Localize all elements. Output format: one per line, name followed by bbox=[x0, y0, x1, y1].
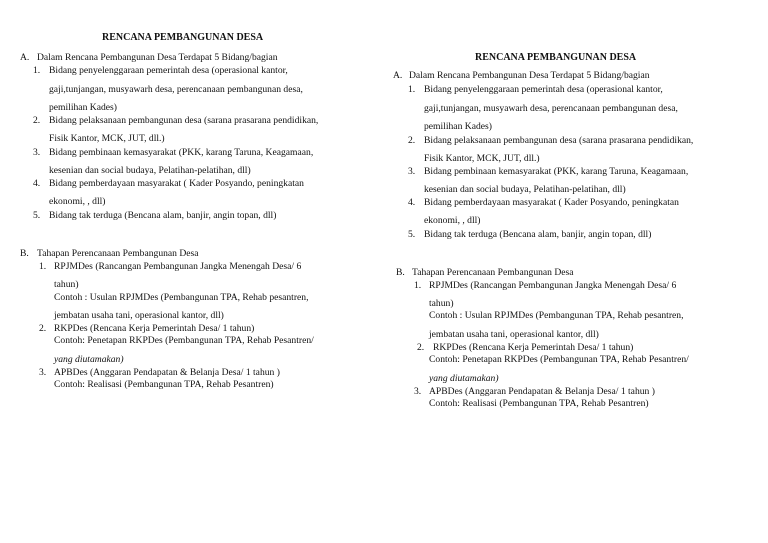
example-text: jembatan usaha tani, operasional kantor, dll) bbox=[54, 310, 224, 321]
doc-title: RENCANA PEMBANGUNAN DESA bbox=[102, 32, 264, 43]
example-text: yang diutamakan) bbox=[429, 373, 499, 384]
section-a-label: A. bbox=[393, 70, 403, 81]
list-item-number: 3. bbox=[408, 166, 416, 177]
example-text: Contoh: Realisasi (Pembangunan TPA, Rehab Pesantren) bbox=[54, 379, 274, 390]
list-item-text: pemilihan Kades) bbox=[424, 121, 492, 132]
list-item-text: RKPDes (Rencana Kerja Pemerintah Desa/ 1 tahun) bbox=[433, 342, 634, 353]
list-item-number: 3. bbox=[33, 147, 41, 158]
list-item-number: 1. bbox=[39, 261, 47, 272]
list-item-number: 2. bbox=[33, 115, 41, 126]
list-item-number: 1. bbox=[414, 280, 422, 291]
list-item-text: Bidang tak terduga (Bencana alam, banjir, angin topan, dll) bbox=[424, 229, 652, 240]
list-item-text: APBDes (Anggaran Pendapatan & Belanja Desa/ 1 tahun ) bbox=[54, 367, 280, 378]
list-item-number: 2. bbox=[39, 323, 47, 334]
example-text: Contoh: Penetapan RKPDes (Pembangunan TPA, Rehab Pesantren/ bbox=[54, 335, 314, 346]
list-item-text: tahun) bbox=[54, 279, 79, 290]
list-item-text: RPJMDes (Rancangan Pembangunan Jangka Menengah Desa/ 6 bbox=[54, 261, 302, 272]
list-item-text: APBDes (Anggaran Pendapatan & Belanja Desa/ 1 tahun ) bbox=[429, 386, 655, 397]
list-item-text: Bidang pemberdayaan masyarakat ( Kader Posyando, peningkatan bbox=[424, 197, 679, 208]
list-item-number: 3. bbox=[414, 386, 422, 397]
list-item-text: Bidang pemberdayaan masyarakat ( Kader Posyando, peningkatan bbox=[49, 178, 304, 189]
list-item-text: gaji,tunjangan, musyawarh desa, perencanaan pembangunan desa, bbox=[424, 103, 678, 114]
list-item-text: Fisik Kantor, MCK, JUT, dll.) bbox=[49, 133, 165, 144]
list-item-text: RPJMDes (Rancangan Pembangunan Jangka Menengah Desa/ 6 bbox=[429, 280, 677, 291]
example-text: yang diutamakan) bbox=[54, 354, 124, 365]
section-b-label: B. bbox=[396, 267, 405, 278]
example-text: jembatan usaha tani, operasional kantor, dll) bbox=[429, 329, 599, 340]
list-item-text: RKPDes (Rencana Kerja Pemerintah Desa/ 1 tahun) bbox=[54, 323, 255, 334]
list-item-text: Bidang pelaksanaan pembangunan desa (sarana prasarana pendidikan, bbox=[49, 115, 319, 126]
list-item-text: kesenian dan social budaya, Pelatihan-pelatihan, dll) bbox=[424, 184, 626, 195]
section-b-heading: Tahapan Perencanaan Pembangunan Desa bbox=[37, 248, 199, 259]
list-item-text: Bidang pelaksanaan pembangunan desa (sarana prasarana pendidikan, bbox=[424, 135, 694, 146]
list-item-number: 1. bbox=[408, 84, 416, 95]
section-a-heading: Dalam Rencana Pembangunan Desa Terdapat 5 Bidang/bagian bbox=[37, 52, 278, 63]
list-item-number: 2. bbox=[417, 342, 425, 353]
example-text: Contoh : Usulan RPJMDes (Pembangunan TPA, Rehab pesantren, bbox=[429, 310, 684, 321]
doc-title: RENCANA PEMBANGUNAN DESA bbox=[475, 52, 637, 63]
list-item-text: gaji,tunjangan, musyawarh desa, perencanaan pembangunan desa, bbox=[49, 84, 303, 95]
list-item-text: ekonomi, , dll) bbox=[49, 196, 106, 207]
list-item-text: Bidang pembinaan kemasyarakat (PKK, karang Taruna, Keagamaan, bbox=[424, 166, 689, 177]
list-item-text: Bidang pembinaan kemasyarakat (PKK, karang Taruna, Keagamaan, bbox=[49, 147, 314, 158]
list-item-number: 1. bbox=[33, 65, 41, 76]
section-a-label: A. bbox=[20, 52, 30, 63]
list-item-text: Bidang penyelenggaraan pemerintah desa (operasional kantor, bbox=[49, 65, 288, 76]
example-text: Contoh: Penetapan RKPDes (Pembangunan TPA, Rehab Pesantren/ bbox=[429, 354, 689, 365]
section-b-heading: Tahapan Perencanaan Pembangunan Desa bbox=[412, 267, 574, 278]
list-item-number: 5. bbox=[33, 210, 41, 221]
list-item-number: 4. bbox=[408, 197, 416, 208]
section-b-label: B. bbox=[20, 248, 29, 259]
list-item-text: kesenian dan social budaya, Pelatihan-pelatihan, dll) bbox=[49, 165, 251, 176]
list-item-text: ekonomi, , dll) bbox=[424, 215, 481, 226]
list-item-number: 2. bbox=[408, 135, 416, 146]
list-item-number: 4. bbox=[33, 178, 41, 189]
section-a-heading: Dalam Rencana Pembangunan Desa Terdapat 5 Bidang/bagian bbox=[409, 70, 650, 81]
list-item-text: Fisik Kantor, MCK, JUT, dll.) bbox=[424, 153, 540, 164]
list-item-number: 5. bbox=[408, 229, 416, 240]
example-text: Contoh: Realisasi (Pembangunan TPA, Rehab Pesantren) bbox=[429, 398, 649, 409]
list-item-text: Bidang penyelenggaraan pemerintah desa (operasional kantor, bbox=[424, 84, 663, 95]
list-item-text: pemilihan Kades) bbox=[49, 102, 117, 113]
list-item-text: Bidang tak terduga (Bencana alam, banjir, angin topan, dll) bbox=[49, 210, 277, 221]
example-text: Contoh : Usulan RPJMDes (Pembangunan TPA, Rehab pesantren, bbox=[54, 292, 309, 303]
list-item-number: 3. bbox=[39, 367, 47, 378]
list-item-text: tahun) bbox=[429, 298, 454, 309]
